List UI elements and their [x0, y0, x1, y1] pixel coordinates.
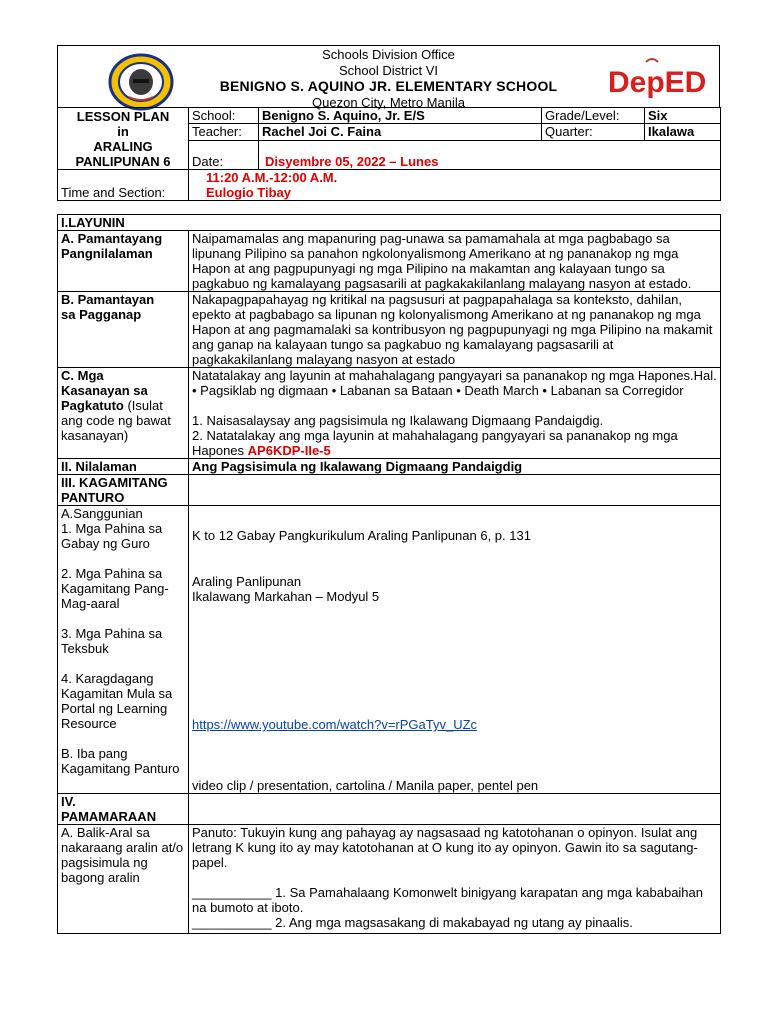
- school-label: School:: [189, 108, 259, 124]
- kasanayan-text: Natatalakay ang layunin at mahahalagang pangyayari sa pananakop ng mga Hapones.Hal. • Pagsiklab ng digmaan • Labanan sa Bataan • Death March • Labanan sa Corregidor 1. Naisasalaysay ang pagsisimula ng Ikalawang Digmaang Pandaigdig. 2. Natatalakay ang mga layunin at mahahalagang pangyayari sa pananakop ng mga Hapones AP6KDP-IIe-5: [189, 368, 721, 459]
- deped-logo-icon: [606, 56, 707, 102]
- balik-aral-text: Panuto: Tukuyin kung ang pahayag ay nagsasaad ng katotohanan o opinyon. Isulat ang letrang K kung ito ay may katotohanan at O kung ito ay opinyon. Gawin ito sa sagutang-papel. ___________ 1. Sa Pamahalaang Komonwelt binigyang karapatan ang mga kababaihan na bumoto at iboto. ___________ 2. Ang mga magsasakang di makabayad ng utang ay pinaalis.: [189, 825, 721, 934]
- balik-aral-label: A. Balik-Aral sa nakaraang aralin at/o pagsisimula ng bagong aralin: [58, 825, 189, 934]
- grade-label: Grade/Level:: [542, 108, 645, 124]
- time-value: 11:20 A.M.-12:00 A.M.: [206, 170, 338, 185]
- school-location: Quezon City, Metro Manila: [312, 95, 465, 110]
- lesson-plan-title: LESSON PLAN in ARALING PANLIPUNAN 6: [58, 108, 189, 170]
- pamantayan-pagganap-text: Nakapagpapahayag ng kritikal na pagsusuri at pagpapahalaga sa konteksto, dahilan, epekto at pagbabago sa lipunan ng kolonyalismong Amerikano at ng pananakop ng mga Hapon at ang pagmamalaki sa kontribusyon ng pagpupunyagi ng mga Pilipino na makamit ang ganap na kalayaan tungo sa pagkabuo ng kamalayang pagsasarili at pagkakakilanlang malayang nasyon at estado: [189, 292, 721, 368]
- pamamaraan-empty: [189, 794, 721, 825]
- nilalaman-value: Ang Pagsisimula ng Ikalawang Digmaang Pandaigdig: [189, 459, 721, 475]
- teacher-label: Teacher:: [189, 124, 259, 140]
- quarter-value: Ikalawa: [645, 124, 721, 140]
- kasanayan-label: C. Mga Kasanayan sa Pagkatuto (Isulat ang code ng bawat kasanayan): [58, 368, 189, 459]
- time-section-value: [189, 170, 721, 201]
- district-name: School District VI: [339, 63, 438, 78]
- time-section-label: Time and Section:: [58, 170, 189, 201]
- competency-code: AP6KDP-IIe-5: [247, 443, 331, 458]
- pamantayang-pangnilalaman-label: A. Pamantayang Pangnilalaman: [58, 231, 189, 292]
- nilalaman-label: II. Nilalaman: [58, 459, 189, 475]
- school-header: [57, 45, 720, 108]
- kagamitang-panturo-empty: [189, 475, 721, 506]
- kagamitang-panturo-label: III. KAGAMITANG PANTURO: [58, 475, 189, 506]
- school-name: BENIGNO S. AQUINO JR. ELEMENTARY SCHOOL: [219, 78, 558, 94]
- pamantayang-pangnilalaman-text: Naipamamalas ang mapanuring pag-unawa sa pamamahala at mga pagbabago sa lipunang Pilipino sa panahon ngkolonyalismong Amerikano at ng pananakop ng mga Hapon at ang pagpupunyagi ng mga Pilipino na makamtan ang kalayaan tungo sa pagkabuo ng kamalayang pagsasarili at pagkakakilanlang malayang nasyon at estado.: [189, 231, 721, 292]
- sanggunian-labels: A.Sanggunian 1. Mga Pahina sa Gabay ng Guro 2. Mga Pahina sa Kagamitang Pang-Mag-aaral 3. Mga Pahina sa Teksbuk 4. Karagdagang Kagamitan Mula sa Portal ng Learning Resource B. Iba pang Kagamitang Panturo: [58, 506, 189, 794]
- grade-value: Six: [645, 108, 721, 124]
- lesson-info-table: [57, 107, 721, 201]
- school-value: Benigno S. Aquino, Jr. E/S: [259, 108, 542, 124]
- pamantayan-pagganap-label: B. Pamantayan sa Pagganap: [58, 292, 189, 368]
- lesson-plan-table: [57, 214, 721, 934]
- portal-link[interactable]: https://www.youtube.com/watch?v=rPGaTyv_UZc: [192, 717, 478, 732]
- section-value: Eulogio Tibay: [206, 185, 291, 200]
- date-value: Disyembre 05, 2022 – Lunes: [259, 140, 721, 170]
- date-label: Date:: [189, 140, 259, 170]
- deped-logo-text: DepED: [608, 66, 707, 99]
- teacher-value: Rachel Joi C. Faina: [259, 124, 542, 140]
- sanggunian-values: K to 12 Gabay Pangkurikulum Araling Panlipunan 6, p. 131 Araling Panlipunan Ikalawang Markahan – Modyul 5 https://www.youtube.com/watch?v=rPGaTyv_UZc video clip / presentation, cartolina / Manila paper, pentel pen: [189, 506, 721, 794]
- office-name: Schools Division Office: [322, 47, 455, 62]
- quarter-label: Quarter:: [542, 124, 645, 140]
- pamamaraan-label: IV. PAMAMARAAN: [58, 794, 189, 825]
- section-layunin: I.LAYUNIN: [58, 215, 721, 231]
